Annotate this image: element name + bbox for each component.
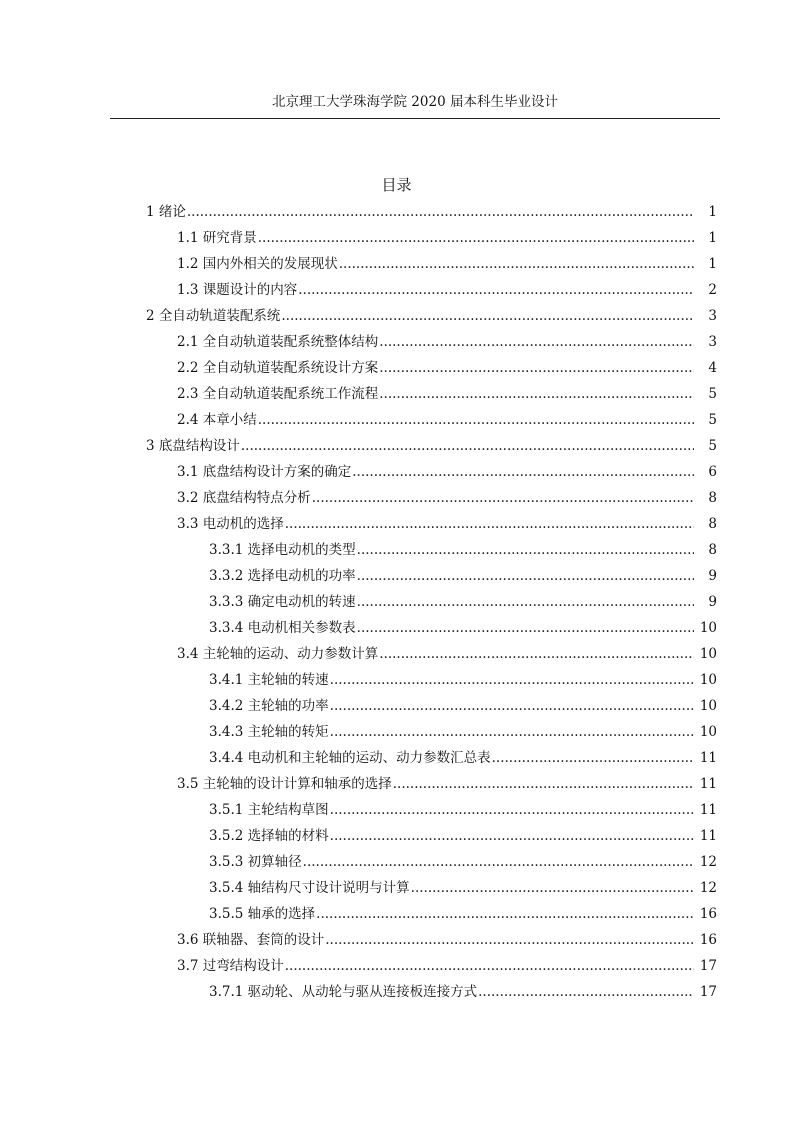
- toc-entry[interactable]: [0, 381, 793, 407]
- toc-entry-title: 2 全自动轨道装配系统: [146, 308, 281, 324]
- toc-page-number: 9: [708, 568, 717, 584]
- toc-entry-title: 3.7.1 驱动轮、从动轮与驱从连接板连接方式: [209, 984, 478, 1000]
- toc-page-number: 5: [708, 438, 717, 454]
- toc-entry[interactable]: [0, 953, 793, 979]
- toc-entry[interactable]: [0, 563, 793, 589]
- toc-entry-title: 3.5 主轮轴的设计计算和轴承的选择: [177, 776, 392, 792]
- toc-entry[interactable]: [0, 745, 793, 771]
- toc-entry-title: 3.4 主轮轴的运动、动力参数计算: [177, 646, 379, 662]
- toc-entry-title: 3.1 底盘结构设计方案的确定: [177, 464, 352, 480]
- toc-dot-leader: [393, 771, 694, 797]
- toc-page-number: 1: [708, 256, 717, 272]
- toc-page-number: 5: [708, 386, 717, 402]
- toc-dot-leader: [379, 355, 694, 381]
- toc-page-number: 16: [699, 932, 717, 948]
- toc-entry[interactable]: [0, 771, 793, 797]
- toc-entry[interactable]: [0, 797, 793, 823]
- toc-entry-title: 3.3.4 电动机相关参数表: [209, 620, 356, 636]
- toc-dot-leader: [285, 511, 694, 537]
- toc-entry-title: 1.2 国内外相关的发展现状: [177, 256, 338, 272]
- toc-page-number: 2: [708, 282, 717, 298]
- toc-entry-title: 3.4.2 主轮轴的功率: [209, 698, 329, 714]
- toc-entry[interactable]: [0, 979, 793, 1005]
- toc-dot-leader: [478, 979, 694, 1005]
- toc-entry[interactable]: [0, 823, 793, 849]
- toc-dot-leader: [298, 277, 694, 303]
- toc-entry[interactable]: [0, 641, 793, 667]
- toc-page-number: 10: [699, 672, 717, 688]
- toc-dot-leader: [330, 667, 694, 693]
- toc-dot-leader: [379, 641, 694, 667]
- toc-entry-title: 2.1 全自动轨道装配系统整体结构: [177, 334, 379, 350]
- toc-dot-leader: [357, 615, 694, 641]
- toc-entry[interactable]: [0, 485, 793, 511]
- toc-page-number: 8: [708, 516, 717, 532]
- toc-entry[interactable]: [0, 433, 793, 459]
- toc-entry[interactable]: [0, 277, 793, 303]
- table-of-contents: [0, 199, 793, 1005]
- toc-dot-leader: [357, 563, 694, 589]
- toc-page-number: 8: [708, 542, 717, 558]
- toc-dot-leader: [325, 927, 694, 953]
- toc-page-number: 10: [699, 646, 717, 662]
- toc-entry-title: 3.5.2 选择轴的材料: [209, 828, 329, 844]
- toc-entry-title: 3.3.3 确定电动机的转速: [209, 594, 356, 610]
- toc-title: 目录: [381, 176, 412, 194]
- toc-dot-leader: [357, 537, 694, 563]
- toc-entry-title: 1.3 课题设计的内容: [177, 282, 298, 298]
- toc-page-number: 3: [708, 334, 717, 350]
- toc-entry-title: 3.5.3 初算轴径: [209, 854, 302, 870]
- toc-entry[interactable]: [0, 251, 793, 277]
- toc-page-number: 12: [699, 854, 717, 870]
- toc-dot-leader: [379, 329, 694, 355]
- toc-page-number: 16: [699, 906, 717, 922]
- toc-entry-title: 3.4.1 主轮轴的转速: [209, 672, 329, 688]
- toc-page-number: 3: [708, 308, 717, 324]
- toc-page-number: 17: [699, 984, 717, 1000]
- toc-page-number: 4: [708, 360, 717, 376]
- toc-entry[interactable]: [0, 693, 793, 719]
- toc-dot-leader: [258, 407, 694, 433]
- toc-entry[interactable]: [0, 329, 793, 355]
- toc-entry-title: 3.5.1 主轮结构草图: [209, 802, 329, 818]
- toc-entry[interactable]: [0, 901, 793, 927]
- toc-entry[interactable]: [0, 407, 793, 433]
- toc-dot-leader: [312, 485, 694, 511]
- toc-page-number: 10: [699, 698, 717, 714]
- toc-dot-leader: [330, 693, 694, 719]
- toc-entry[interactable]: [0, 667, 793, 693]
- toc-entry-title: 3.4.4 电动机和主轮轴的运动、动力参数汇总表: [209, 750, 491, 766]
- toc-page-number: 1: [708, 230, 717, 246]
- toc-entry-title: 3.4.3 主轮轴的转矩: [209, 724, 329, 740]
- toc-entry-title: 3.3.1 选择电动机的类型: [209, 542, 356, 558]
- toc-dot-leader: [330, 823, 694, 849]
- toc-entry[interactable]: [0, 589, 793, 615]
- toc-dot-leader: [411, 875, 694, 901]
- toc-entry[interactable]: [0, 927, 793, 953]
- toc-entry-title: 3.5.5 轴承的选择: [209, 906, 316, 922]
- toc-entry[interactable]: [0, 849, 793, 875]
- running-header: 北京理工大学珠海学院 2020 届本科生毕业设计: [272, 94, 558, 110]
- toc-dot-leader: [241, 433, 694, 459]
- toc-entry-title: 2.4 本章小结: [177, 412, 257, 428]
- toc-entry-title: 1.1 研究背景: [177, 230, 257, 246]
- toc-entry[interactable]: [0, 459, 793, 485]
- toc-page-number: 6: [708, 464, 717, 480]
- toc-page-number: 11: [699, 750, 717, 766]
- toc-dot-leader: [187, 199, 694, 225]
- toc-dot-leader: [330, 797, 694, 823]
- toc-entry-title: 3.5.4 轴结构尺寸设计说明与计算: [209, 880, 410, 896]
- toc-dot-leader: [303, 849, 694, 875]
- toc-entry-title: 3.3.2 选择电动机的功率: [209, 568, 356, 584]
- toc-entry-title: 1 绪论: [146, 204, 186, 220]
- toc-dot-leader: [258, 225, 694, 251]
- toc-dot-leader: [357, 589, 694, 615]
- toc-entry[interactable]: [0, 303, 793, 329]
- toc-dot-leader: [285, 953, 694, 979]
- toc-entry-title: 2.3 全自动轨道装配系统工作流程: [177, 386, 379, 402]
- toc-page-number: 11: [699, 802, 717, 818]
- toc-entry[interactable]: [0, 511, 793, 537]
- toc-entry[interactable]: [0, 225, 793, 251]
- header-divider: [110, 118, 720, 119]
- toc-page-number: 10: [699, 620, 717, 636]
- toc-entry[interactable]: [0, 719, 793, 745]
- toc-dot-leader: [316, 901, 694, 927]
- toc-entry[interactable]: [0, 875, 793, 901]
- toc-page-number: 8: [708, 490, 717, 506]
- toc-page-number: 12: [699, 880, 717, 896]
- toc-page-number: 1: [708, 204, 717, 220]
- toc-dot-leader: [281, 303, 694, 329]
- toc-dot-leader: [339, 251, 694, 277]
- toc-page-number: 9: [708, 594, 717, 610]
- toc-dot-leader: [379, 381, 694, 407]
- toc-entry[interactable]: [0, 537, 793, 563]
- toc-entry-title: 3 底盘结构设计: [146, 438, 240, 454]
- toc-entry[interactable]: [0, 199, 793, 225]
- toc-page-number: 11: [699, 776, 717, 792]
- toc-entry-title: 3.7 过弯结构设计: [177, 958, 284, 974]
- toc-entry-title: 3.6 联轴器、套筒的设计: [177, 932, 325, 948]
- toc-entry-title: 2.2 全自动轨道装配系统设计方案: [177, 360, 379, 376]
- toc-entry-title: 3.2 底盘结构特点分析: [177, 490, 311, 506]
- toc-entry[interactable]: [0, 615, 793, 641]
- toc-dot-leader: [492, 745, 694, 771]
- toc-entry[interactable]: [0, 355, 793, 381]
- toc-dot-leader: [330, 719, 694, 745]
- toc-entry-title: 3.3 电动机的选择: [177, 516, 284, 532]
- toc-dot-leader: [352, 459, 694, 485]
- toc-page-number: 5: [708, 412, 717, 428]
- toc-page-number: 17: [699, 958, 717, 974]
- toc-page-number: 10: [699, 724, 717, 740]
- toc-page-number: 11: [699, 828, 717, 844]
